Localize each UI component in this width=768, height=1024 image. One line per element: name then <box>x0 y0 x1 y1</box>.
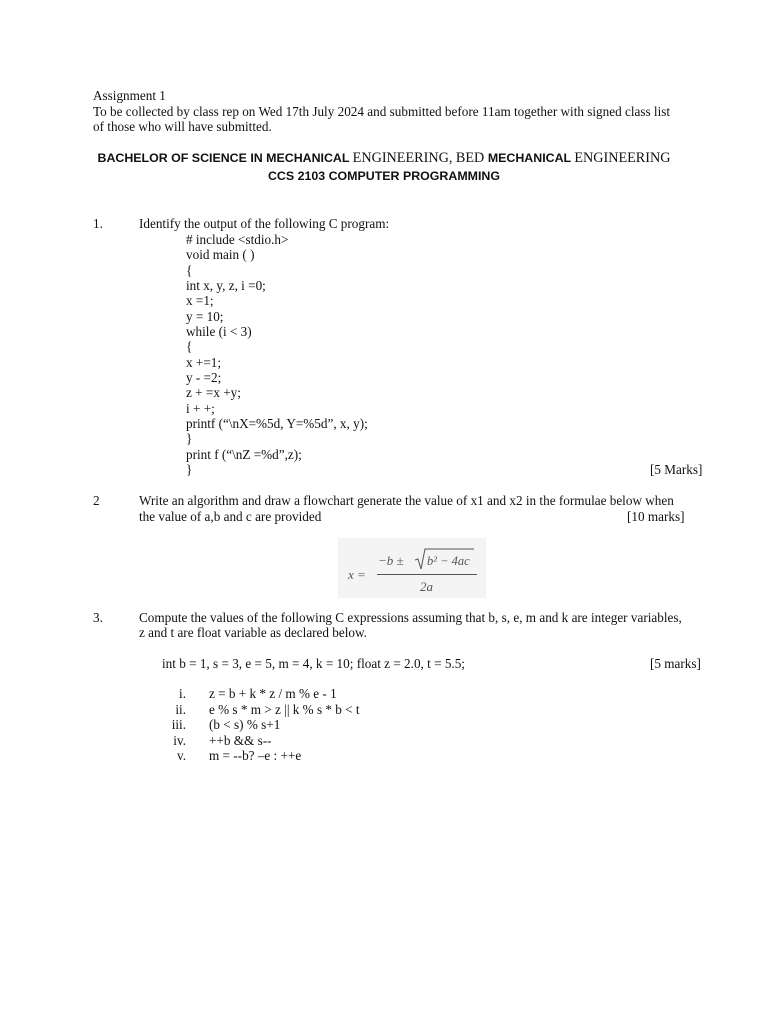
code-line: { <box>186 339 193 355</box>
collection-note: To be collected by class rep on Wed 17th July 2024 and submitted before 11am together with signed class list <box>93 104 671 119</box>
code-line: z + =x +y; <box>186 385 241 401</box>
c-expression: z = b + k * z / m % e - 1 <box>209 686 337 701</box>
code-line: x +=1; <box>186 354 222 370</box>
assignment-title: Assignment 1 <box>93 88 166 103</box>
question-2-prompt-continued: the value of a,b and c are provided <box>139 509 322 524</box>
formula-numerator-prefix: −b ± <box>378 553 404 568</box>
formula-lhs: x = <box>348 567 366 582</box>
quadratic-formula-image <box>338 538 486 598</box>
code-line: print f (“\nZ =%d”,z); <box>186 446 302 462</box>
item-numeral: iii. <box>171 717 186 732</box>
code-line: printf (“\nX=%5d, Y=%5d”, x, y); <box>186 415 368 431</box>
c-expression: ++b && s-- <box>209 733 272 748</box>
code-line: { <box>186 262 193 278</box>
question-1-code-block <box>186 232 368 477</box>
code-line: i + +; <box>186 400 215 416</box>
collection-note-continued: of those who will have submitted. <box>93 119 272 134</box>
programme-heading: BACHELOR OF SCIENCE IN MECHANICAL ENGINEERING, BED MECHANICAL ENGINEERING <box>97 150 671 166</box>
question-1-number: 1. <box>93 216 103 231</box>
item-numeral: i. <box>179 686 186 701</box>
code-line: y = 10; <box>186 308 224 324</box>
question-2-prompt: Write an algorithm and draw a flowchart generate the value of x1 and x2 in the formulae below when <box>139 493 674 508</box>
c-expression: m = --b? –e : ++e <box>209 748 302 763</box>
code-line: void main ( ) <box>186 247 255 263</box>
c-expression: (b < s) % s+1 <box>209 717 281 732</box>
question-1-prompt: Identify the output of the following C program: <box>139 216 390 231</box>
question-3-prompt-continued: z and t are float variable as declared below. <box>139 625 367 640</box>
code-line: } <box>186 431 193 447</box>
code-line: y - =2; <box>186 369 222 385</box>
code-line: int x, y, z, i =0; <box>186 277 266 293</box>
formula-denominator: 2a <box>420 579 433 594</box>
question-3-number: 3. <box>93 610 103 625</box>
formula-radicand: b² − 4ac <box>427 554 470 568</box>
question-3-marks: [5 marks] <box>650 656 701 671</box>
item-numeral: ii. <box>175 702 186 717</box>
variable-declaration: int b = 1, s = 3, e = 5, m = 4, k = 10; float z = 2.0, t = 5.5; <box>162 656 465 671</box>
code-line: } <box>186 461 193 477</box>
item-numeral: v. <box>176 748 186 763</box>
question-1-marks: [5 Marks] <box>650 462 703 477</box>
course-heading: CCS 2103 COMPUTER PROGRAMMING <box>267 169 500 183</box>
code-line: x =1; <box>186 293 214 309</box>
code-line: # include <stdio.h> <box>186 232 289 247</box>
question-2-marks: [10 marks] <box>627 509 685 524</box>
item-numeral: iv. <box>173 733 186 748</box>
question-3-prompt: Compute the values of the following C expressions assuming that b, s, e, m and k are integer variables, <box>139 610 682 625</box>
question-2-number: 2 <box>93 493 100 508</box>
c-expression: e % s * m > z || k % s * b < t <box>209 702 360 717</box>
code-line: while (i < 3) <box>186 323 252 339</box>
